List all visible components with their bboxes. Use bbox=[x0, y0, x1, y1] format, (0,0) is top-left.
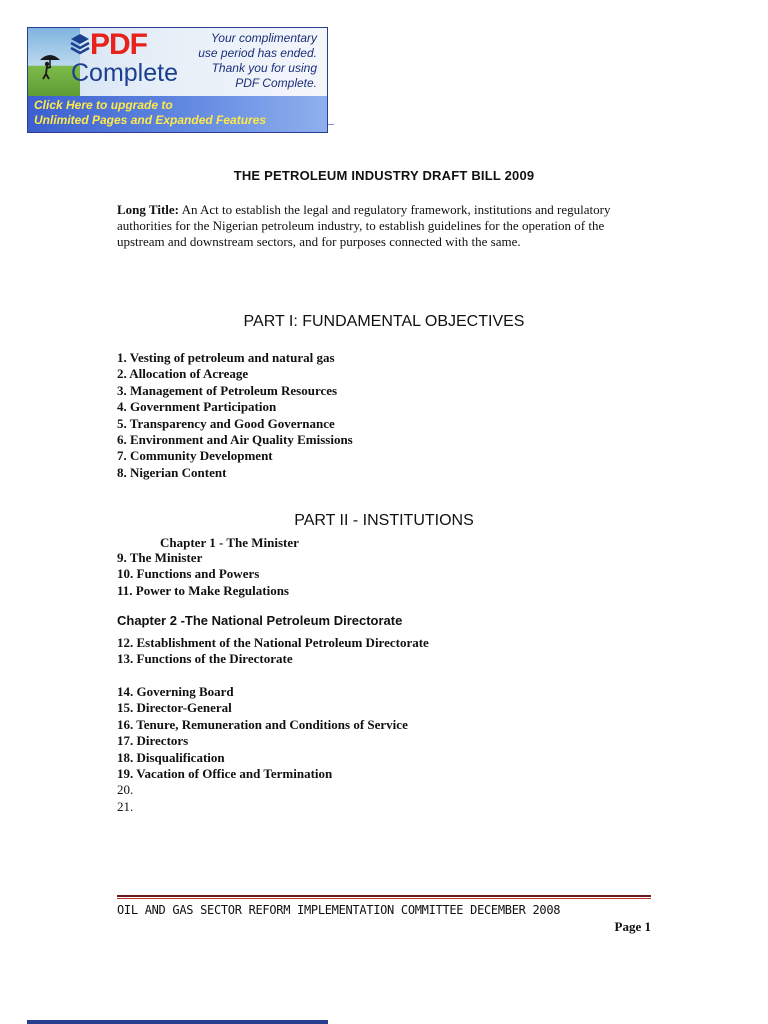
chapter-2-items-a bbox=[117, 635, 429, 668]
next-page-banner-edge bbox=[27, 1020, 328, 1024]
list-item: 14. Governing Board bbox=[117, 684, 234, 699]
pdf-logo-text: PDF bbox=[90, 28, 147, 61]
banner-link-underline: _ bbox=[328, 112, 334, 126]
list-item: 19. Vacation of Office and Termination bbox=[117, 766, 333, 782]
list-item: 2. Allocation of Acreage bbox=[117, 366, 249, 382]
umbrella-figure-icon bbox=[36, 50, 64, 80]
part-1-heading: PART I: FUNDAMENTAL OBJECTIVES bbox=[243, 313, 525, 330]
list-item: 8. Nigerian Content bbox=[117, 464, 227, 480]
part-2-heading: PART II - INSTITUTIONS bbox=[294, 512, 474, 529]
long-title-paragraph bbox=[117, 202, 629, 250]
trial-ended-message: Your complimentary use period has ended. Thank you for using PDF Complete. bbox=[198, 31, 317, 90]
stacked-layers-icon bbox=[70, 33, 90, 55]
list-item: 9. The Minister bbox=[117, 550, 203, 565]
chapter-2-title: Chapter 2 -The National Petroleum Directorate bbox=[117, 613, 403, 628]
chapter-2-items-b bbox=[117, 684, 408, 815]
long-title-text: An Act to establish the legal and regulatory framework, institutions and regulatory authorities for the Nigerian petroleum industry, to establish guidelines for the operation of the upstream and downstream sectors, and for purposes connected with the same. bbox=[117, 202, 611, 249]
list-item: 4. Government Participation bbox=[117, 399, 277, 415]
footer-committee-text: OIL AND GAS SECTOR REFORM IMPLEMENTATION COMMITTEE DECEMBER 2008 bbox=[117, 903, 561, 917]
list-item: 13. Functions of the Directorate bbox=[117, 651, 293, 667]
chapter-1-title: Chapter 1 - The Minister bbox=[160, 535, 299, 550]
pdf-complete-upgrade-banner[interactable] bbox=[27, 27, 328, 133]
list-item: 1. Vesting of petroleum and natural gas bbox=[117, 350, 335, 365]
list-item: 17. Directors bbox=[117, 733, 189, 749]
list-item: 10. Functions and Powers bbox=[117, 566, 260, 582]
list-item: 7. Community Development bbox=[117, 448, 273, 464]
upgrade-link[interactable]: Click Here to upgrade to Unlimited Pages and Expanded Features bbox=[34, 98, 267, 127]
list-item: 3. Management of Petroleum Resources bbox=[117, 382, 338, 398]
list-item: 18. Disqualification bbox=[117, 749, 225, 765]
list-item: 5. Transparency and Good Governance bbox=[117, 415, 335, 431]
document-title: THE PETROLEUM INDUSTRY DRAFT BILL 2009 bbox=[233, 168, 535, 183]
list-item: 20. bbox=[117, 782, 134, 798]
long-title-label: Long Title: bbox=[117, 202, 180, 217]
part-1-items bbox=[117, 350, 353, 481]
footer-rule bbox=[117, 895, 651, 897]
page-number: Page 1 bbox=[614, 919, 651, 934]
list-item: 6. Environment and Air Quality Emissions bbox=[117, 432, 353, 448]
footer-rule-thin bbox=[117, 898, 651, 899]
list-item: 11. Power to Make Regulations bbox=[117, 582, 289, 598]
complete-logo-text: Complete bbox=[71, 59, 178, 87]
list-item: 21. bbox=[117, 798, 134, 814]
list-item: 15. Director-General bbox=[117, 700, 232, 716]
list-item: 16. Tenure, Remuneration and Conditions of Service bbox=[117, 716, 408, 732]
list-item: 12. Establishment of the National Petroleum Directorate bbox=[117, 635, 429, 650]
chapter-1-items bbox=[117, 550, 289, 599]
